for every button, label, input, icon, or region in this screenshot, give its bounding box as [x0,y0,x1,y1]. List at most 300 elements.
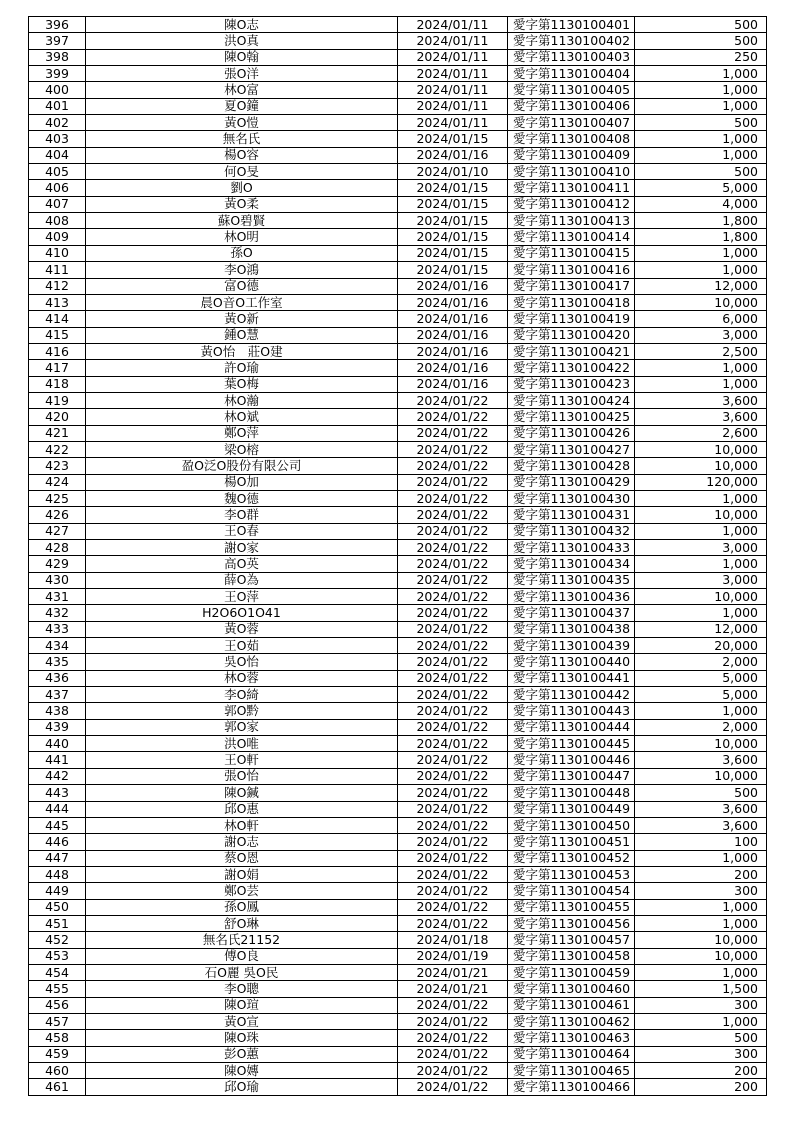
table-row [29,687,767,703]
receipt-number: 愛字第1130100461 [508,997,635,1013]
donation-date: 2024/01/16 [398,294,508,310]
donation-amount: 300 [635,883,767,899]
donation-date: 2024/01/22 [398,817,508,833]
receipt-number: 愛字第1130100462 [508,1013,635,1029]
donor-name: 黃O宣 [86,1013,398,1029]
table-row [29,752,767,768]
receipt-number: 愛字第1130100445 [508,736,635,752]
receipt-number: 愛字第1130100404 [508,66,635,82]
row-number: 454 [29,964,86,980]
row-number: 405 [29,164,86,180]
donation-date: 2024/01/22 [398,605,508,621]
donation-date: 2024/01/22 [398,997,508,1013]
table-row [29,997,767,1013]
receipt-number: 愛字第1130100434 [508,556,635,572]
receipt-number: 愛字第1130100449 [508,801,635,817]
receipt-number: 愛字第1130100424 [508,392,635,408]
donor-name: 石O麗 吳O民 [86,964,398,980]
table-row [29,343,767,359]
donation-date: 2024/01/22 [398,474,508,490]
donation-date: 2024/01/22 [398,1013,508,1029]
receipt-number: 愛字第1130100420 [508,327,635,343]
row-number: 445 [29,817,86,833]
donation-amount: 2,000 [635,654,767,670]
donation-date: 2024/01/22 [398,801,508,817]
donor-name: 張O洋 [86,66,398,82]
donation-date: 2024/01/22 [398,458,508,474]
donor-name: 無名氏 [86,131,398,147]
donor-name: 夏O鐘 [86,98,398,114]
row-number: 415 [29,327,86,343]
row-number: 398 [29,49,86,65]
donation-date: 2024/01/22 [398,883,508,899]
donation-date: 2024/01/22 [398,687,508,703]
table-row [29,768,767,784]
receipt-number: 愛字第1130100455 [508,899,635,915]
receipt-number: 愛字第1130100444 [508,719,635,735]
row-number: 430 [29,572,86,588]
table-row [29,507,767,523]
donor-name: 何O旻 [86,164,398,180]
donation-table-body [29,17,767,1096]
donation-table-page [28,16,766,1096]
donation-amount: 1,800 [635,229,767,245]
table-row [29,850,767,866]
donor-name: 鄭O萍 [86,425,398,441]
donation-date: 2024/01/22 [398,409,508,425]
donation-amount: 10,000 [635,932,767,948]
donation-amount: 5,000 [635,670,767,686]
table-row [29,409,767,425]
donation-amount: 6,000 [635,311,767,327]
table-row [29,458,767,474]
donation-date: 2024/01/22 [398,850,508,866]
donation-amount: 10,000 [635,768,767,784]
donation-date: 2024/01/22 [398,834,508,850]
row-number: 460 [29,1063,86,1079]
donation-date: 2024/01/16 [398,311,508,327]
donation-date: 2024/01/22 [398,589,508,605]
row-number: 406 [29,180,86,196]
table-row [29,638,767,654]
donation-date: 2024/01/22 [398,866,508,882]
receipt-number: 愛字第1130100457 [508,932,635,948]
donor-name: 洪O真 [86,33,398,49]
donation-amount: 20,000 [635,638,767,654]
row-number: 449 [29,883,86,899]
donation-date: 2024/01/22 [398,719,508,735]
row-number: 419 [29,392,86,408]
table-row [29,523,767,539]
row-number: 412 [29,278,86,294]
donation-amount: 1,000 [635,556,767,572]
donation-amount: 3,000 [635,540,767,556]
table-row [29,932,767,948]
donation-amount: 1,500 [635,981,767,997]
receipt-number: 愛字第1130100421 [508,343,635,359]
donor-name: 王O萍 [86,589,398,605]
receipt-number: 愛字第1130100409 [508,147,635,163]
receipt-number: 愛字第1130100429 [508,474,635,490]
receipt-number: 愛字第1130100418 [508,294,635,310]
row-number: 428 [29,540,86,556]
donor-name: 李O鴻 [86,262,398,278]
donation-amount: 500 [635,164,767,180]
row-number: 400 [29,82,86,98]
donation-date: 2024/01/18 [398,932,508,948]
donor-name: 王O春 [86,523,398,539]
table-row [29,49,767,65]
donor-name: 薛O為 [86,572,398,588]
receipt-number: 愛字第1130100435 [508,572,635,588]
donation-date: 2024/01/11 [398,115,508,131]
donor-name: 李O群 [86,507,398,523]
donation-date: 2024/01/22 [398,572,508,588]
donor-name: 孫O [86,245,398,261]
donation-amount: 10,000 [635,441,767,457]
table-row [29,490,767,506]
donation-amount: 1,000 [635,360,767,376]
donor-name: 彭O蕙 [86,1046,398,1062]
donation-date: 2024/01/22 [398,654,508,670]
donation-amount: 1,000 [635,131,767,147]
receipt-number: 愛字第1130100438 [508,621,635,637]
donation-amount: 120,000 [635,474,767,490]
receipt-number: 愛字第1130100419 [508,311,635,327]
donation-amount: 100 [635,834,767,850]
donor-name: 陳O志 [86,17,398,33]
row-number: 434 [29,638,86,654]
donation-amount: 3,600 [635,409,767,425]
donor-name: 劉O [86,180,398,196]
donation-date: 2024/01/15 [398,131,508,147]
donor-name: 謝O娟 [86,866,398,882]
donation-date: 2024/01/15 [398,245,508,261]
donation-amount: 12,000 [635,278,767,294]
donation-amount: 200 [635,1063,767,1079]
donation-date: 2024/01/22 [398,507,508,523]
donation-amount: 1,000 [635,376,767,392]
receipt-number: 愛字第1130100433 [508,540,635,556]
table-row [29,540,767,556]
donor-name: 葉O梅 [86,376,398,392]
table-row [29,1079,767,1095]
donation-amount: 10,000 [635,736,767,752]
table-row [29,327,767,343]
donor-name: 蔡O恩 [86,850,398,866]
receipt-number: 愛字第1130100436 [508,589,635,605]
receipt-number: 愛字第1130100412 [508,196,635,212]
receipt-number: 愛字第1130100415 [508,245,635,261]
donation-amount: 300 [635,997,767,1013]
donation-date: 2024/01/15 [398,180,508,196]
row-number: 456 [29,997,86,1013]
donation-amount: 10,000 [635,507,767,523]
donation-amount: 12,000 [635,621,767,637]
donation-date: 2024/01/15 [398,229,508,245]
table-row [29,736,767,752]
receipt-number: 愛字第1130100410 [508,164,635,180]
donor-name: 王O軒 [86,752,398,768]
table-row [29,964,767,980]
receipt-number: 愛字第1130100427 [508,441,635,457]
row-number: 433 [29,621,86,637]
table-row [29,294,767,310]
donation-date: 2024/01/22 [398,540,508,556]
donation-date: 2024/01/22 [398,425,508,441]
receipt-number: 愛字第1130100465 [508,1063,635,1079]
receipt-number: 愛字第1130100406 [508,98,635,114]
donor-name: 謝O家 [86,540,398,556]
receipt-number: 愛字第1130100459 [508,964,635,980]
table-row [29,1013,767,1029]
donation-date: 2024/01/11 [398,98,508,114]
donation-amount: 2,600 [635,425,767,441]
table-row [29,948,767,964]
row-number: 426 [29,507,86,523]
donation-amount: 500 [635,785,767,801]
row-number: 458 [29,1030,86,1046]
donor-name: 楊O容 [86,147,398,163]
receipt-number: 愛字第1130100458 [508,948,635,964]
donation-date: 2024/01/22 [398,785,508,801]
table-row [29,785,767,801]
donor-name: 梁O榕 [86,441,398,457]
donation-amount: 1,000 [635,98,767,114]
table-row [29,981,767,997]
donor-name: 陳O翰 [86,49,398,65]
donation-amount: 3,000 [635,572,767,588]
table-row [29,180,767,196]
receipt-number: 愛字第1130100422 [508,360,635,376]
donor-name: 林O軒 [86,817,398,833]
donation-date: 2024/01/11 [398,66,508,82]
donor-name: 晨O音O工作室 [86,294,398,310]
donor-name: 邱O瑜 [86,1079,398,1095]
receipt-number: 愛字第1130100407 [508,115,635,131]
donor-name: 林O瀚 [86,392,398,408]
receipt-number: 愛字第1130100432 [508,523,635,539]
table-row [29,392,767,408]
donor-name: 傅O良 [86,948,398,964]
table-row [29,1046,767,1062]
donor-name: 王O茹 [86,638,398,654]
donor-name: 黃O柔 [86,196,398,212]
donation-amount: 1,000 [635,850,767,866]
donor-name: 邱O惠 [86,801,398,817]
row-number: 452 [29,932,86,948]
donor-name: 郭O家 [86,719,398,735]
donation-amount: 500 [635,17,767,33]
row-number: 448 [29,866,86,882]
row-number: 411 [29,262,86,278]
receipt-number: 愛字第1130100466 [508,1079,635,1095]
donation-date: 2024/01/22 [398,1030,508,1046]
row-number: 440 [29,736,86,752]
row-number: 423 [29,458,86,474]
table-row [29,899,767,915]
row-number: 446 [29,834,86,850]
table-row [29,605,767,621]
receipt-number: 愛字第1130100425 [508,409,635,425]
table-row [29,556,767,572]
receipt-number: 愛字第1130100453 [508,866,635,882]
donor-name: 楊O加 [86,474,398,490]
donation-amount: 1,000 [635,147,767,163]
donation-amount: 3,600 [635,392,767,408]
donation-date: 2024/01/22 [398,638,508,654]
receipt-number: 愛字第1130100451 [508,834,635,850]
donation-amount: 10,000 [635,948,767,964]
receipt-number: 愛字第1130100450 [508,817,635,833]
donation-date: 2024/01/22 [398,1063,508,1079]
receipt-number: 愛字第1130100423 [508,376,635,392]
table-row [29,834,767,850]
donation-amount: 1,000 [635,899,767,915]
donor-name: 郭O黔 [86,703,398,719]
donor-name: 舒O琳 [86,915,398,931]
row-number: 436 [29,670,86,686]
row-number: 427 [29,523,86,539]
row-number: 409 [29,229,86,245]
table-row [29,670,767,686]
row-number: 443 [29,785,86,801]
donation-amount: 500 [635,115,767,131]
donor-name: 林O明 [86,229,398,245]
donation-amount: 1,000 [635,1013,767,1029]
receipt-number: 愛字第1130100464 [508,1046,635,1062]
receipt-number: 愛字第1130100443 [508,703,635,719]
donation-date: 2024/01/11 [398,33,508,49]
donation-amount: 1,000 [635,245,767,261]
table-row [29,147,767,163]
table-row [29,589,767,605]
donation-amount: 500 [635,33,767,49]
receipt-number: 愛字第1130100442 [508,687,635,703]
table-row [29,425,767,441]
donor-name: 張O怡 [86,768,398,784]
receipt-number: 愛字第1130100416 [508,262,635,278]
receipt-number: 愛字第1130100454 [508,883,635,899]
donor-name: 魏O德 [86,490,398,506]
row-number: 439 [29,719,86,735]
receipt-number: 愛字第1130100448 [508,785,635,801]
row-number: 407 [29,196,86,212]
table-row [29,33,767,49]
donation-date: 2024/01/22 [398,670,508,686]
donor-name: 謝O志 [86,834,398,850]
row-number: 403 [29,131,86,147]
donor-name: 黃O蓉 [86,621,398,637]
row-number: 432 [29,605,86,621]
donor-name: 吳O怡 [86,654,398,670]
row-number: 424 [29,474,86,490]
table-row [29,719,767,735]
donor-name: 林O蓉 [86,670,398,686]
donation-amount: 5,000 [635,180,767,196]
donation-amount: 3,600 [635,801,767,817]
donor-name: 陳O嫥 [86,1063,398,1079]
row-number: 457 [29,1013,86,1029]
donation-amount: 2,000 [635,719,767,735]
receipt-number: 愛字第1130100428 [508,458,635,474]
row-number: 453 [29,948,86,964]
donation-date: 2024/01/16 [398,147,508,163]
donation-amount: 3,600 [635,817,767,833]
table-row [29,98,767,114]
donation-date: 2024/01/22 [398,1079,508,1095]
donor-name: H2O6O1O41 [86,605,398,621]
table-row [29,17,767,33]
row-number: 422 [29,441,86,457]
donor-name: 孫O鳳 [86,899,398,915]
receipt-number: 愛字第1130100414 [508,229,635,245]
row-number: 450 [29,899,86,915]
donor-name: 陳O瑄 [86,997,398,1013]
receipt-number: 愛字第1130100452 [508,850,635,866]
donor-name: 黃O怡 莊O建 [86,343,398,359]
donation-amount: 10,000 [635,458,767,474]
donation-date: 2024/01/16 [398,360,508,376]
table-row [29,360,767,376]
table-row [29,915,767,931]
table-row [29,245,767,261]
table-row [29,311,767,327]
receipt-number: 愛字第1130100431 [508,507,635,523]
row-number: 425 [29,490,86,506]
table-row [29,196,767,212]
receipt-number: 愛字第1130100403 [508,49,635,65]
table-row [29,654,767,670]
row-number: 459 [29,1046,86,1062]
receipt-number: 愛字第1130100401 [508,17,635,33]
table-row [29,817,767,833]
donation-date: 2024/01/22 [398,899,508,915]
row-number: 461 [29,1079,86,1095]
table-row [29,82,767,98]
row-number: 404 [29,147,86,163]
donation-amount: 1,000 [635,605,767,621]
donation-amount: 1,000 [635,964,767,980]
donation-date: 2024/01/22 [398,523,508,539]
receipt-number: 愛字第1130100426 [508,425,635,441]
donation-amount: 1,000 [635,523,767,539]
donation-amount: 300 [635,1046,767,1062]
table-row [29,131,767,147]
row-number: 455 [29,981,86,997]
receipt-number: 愛字第1130100430 [508,490,635,506]
donation-amount: 1,000 [635,66,767,82]
donor-name: 黃O新 [86,311,398,327]
donation-date: 2024/01/22 [398,621,508,637]
donation-date: 2024/01/15 [398,196,508,212]
donation-date: 2024/01/16 [398,343,508,359]
donor-name: 陳O鍼 [86,785,398,801]
donation-amount: 10,000 [635,294,767,310]
donation-date: 2024/01/22 [398,392,508,408]
table-row [29,703,767,719]
donor-name: 無名氏21152 [86,932,398,948]
row-number: 444 [29,801,86,817]
donor-name: 李O聰 [86,981,398,997]
row-number: 421 [29,425,86,441]
donor-name: 鍾O慧 [86,327,398,343]
receipt-number: 愛字第1130100441 [508,670,635,686]
donation-date: 2024/01/21 [398,964,508,980]
row-number: 420 [29,409,86,425]
table-row [29,441,767,457]
donation-amount: 200 [635,866,767,882]
